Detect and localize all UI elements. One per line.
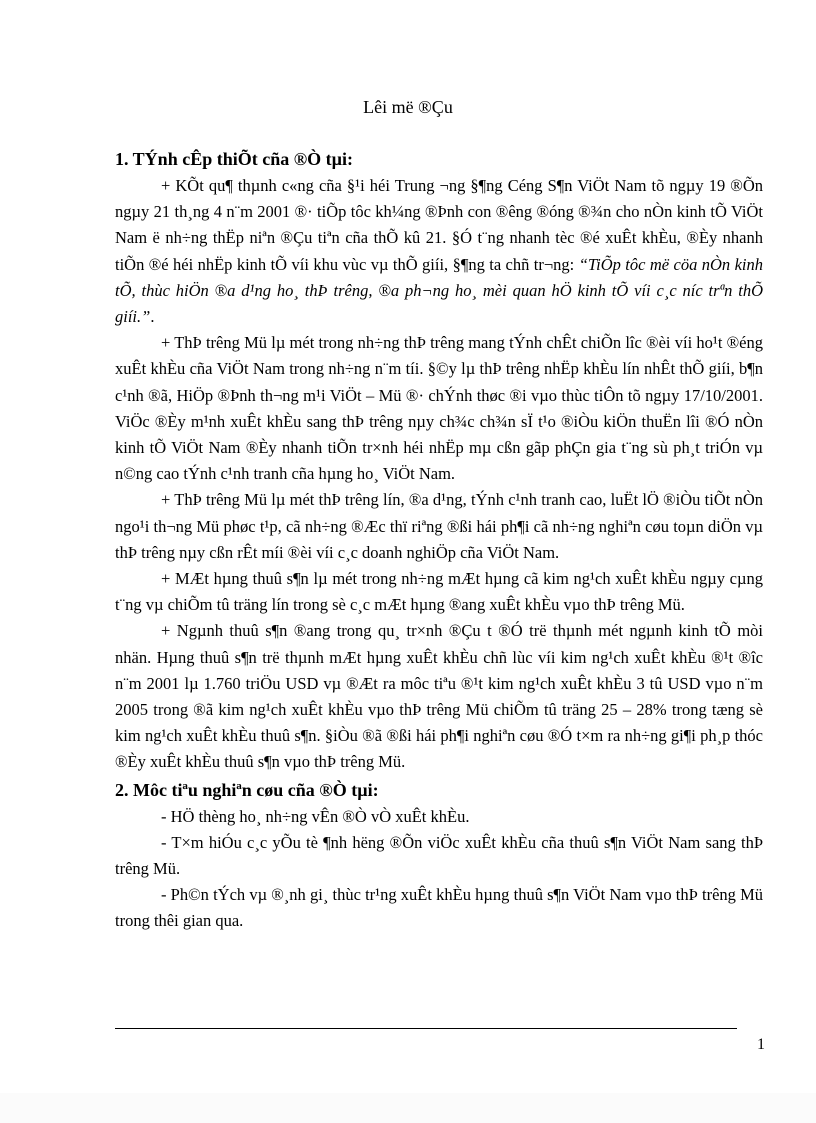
objective-item: - Ph©n tÝch vµ ®¸nh gi¸ thùc tr¹ng xuÊt khÈu hµng thuû s¶n ViÖt Nam vµo thÞ trêng Mü trong thêi gian qua. xyxy=(115,885,763,931)
section-1-heading: 1. TÝnh cÊp thiÕt cña ®Ò tµi: xyxy=(115,149,354,169)
paragraph-1-end: . xyxy=(150,307,155,327)
paragraph-1 xyxy=(115,173,763,330)
paragraph-5: + Ngµnh thuû s¶n ®ang trong qu¸ tr×nh ®Çu t ®Ó trë thµnh mét ngµnh kinh tÕ mòi nhän. Hµng thuû s¶n trë thµnh mÆt hµng xuÊt khÈu chñ lùc víi kim ng¹ch xuÊt khÈu ®¹t ®îc n¨m 2001 lµ 1.760 triÖu USD vµ ®Æt ra môc tiªu ®¹t kim ng¹ch xuÊt khÈu 3 tû USD vµo n¨m 2005 trong ®ã kim ng¹ch xuÊt khÈu vµo thÞ trêng Mü chiÕm tû träng 25 – 28% trong tæng sè kim ng¹ch xuÊt khÈu thuû s¶n. §iÒu ®ã ®ßi hái ph¶i nghiªn cøu ®Ó t×m ra nh÷ng gi¶i ph¸p thóc ®Èy xuÊt khÈu thuû s¶n vµo thÞ trêng Mü. xyxy=(115,621,763,772)
paragraph-4: + MÆt hµng thuû s¶n lµ mét trong nh÷ng mÆt hµng cã kim ng¹ch xuÊt khÈu ngµy cµng t¨ng vµ chiÕm tû träng lín trong sè c¸c mÆt hµng ®ang xuÊt khÈu vµo thÞ trêng Mü. xyxy=(115,569,763,615)
page-title: Lêi më ®Çu xyxy=(363,97,453,117)
section-2-heading: 2. Môc tiªu nghiªn cøu cña ®Ò tµi: xyxy=(115,779,379,800)
paragraph-2: + ThÞ trêng Mü lµ mét trong nh÷ng thÞ trêng mang tÝnh chÊt chiÕn lîc ®èi víi ho¹t ®éng xuÊt khÈu cña ViÖt Nam trong nh÷ng n¨m tíi. §©y lµ thÞ trêng nhËp khÈu lín nhÊt thÕ giíi, b¶n c¹nh ®ã, HiÖp ®Þnh th¬ng m¹i ViÖt – Mü ®· chÝnh thøc ®i vµo thùc tiÔn tõ ngµy 17/10/2001. ViÖc ®Èy m¹nh xuÊt khÈu sang thÞ trêng nµy ch¾c ch¾n sÏ t¹o ®iÒu kiÖn thuËn lîi ®Ó nÒn kinh tÕ ViÖt Nam ®Èy nhanh tiÕn tr×nh héi nhËp mµ cßn gãp phÇn gia t¨ng sù ph¸t triÓn vµ n©ng cao tÝnh c¹nh tranh cña hµng ho¸ ViÖt Nam. xyxy=(115,333,763,484)
footer-rule xyxy=(115,1028,737,1029)
paragraph-1-quote: “TiÕp tôc më cöa nÒn kinh tÕ, thùc hiÖn ®a d¹ng ho¸ thÞ trêng, ®a ph¬ng ho¸ mèi quan hÖ kinh tÕ víi c¸c níc trªn thÕ giíi.” xyxy=(115,254,763,327)
objective-item: - HÖ thèng ho¸ nh÷ng vÊn ®Ò vÒ xuÊt khÈu. xyxy=(161,806,470,826)
paragraph-3: + ThÞ trêng Mü lµ mét thÞ trêng lín, ®a d¹ng, tÝnh c¹nh tranh cao, luËt lÖ ®iÒu tiÕt nÒn ngo¹i th¬ng Mü phøc t¹p, cã nh÷ng ®Æc thï riªng ®ßi hái ph¶i cã nh÷ng nghiªn cøu toµn diÖn vµ thÞ trêng nµy cßn rÊt míi ®èi víi c¸c doanh nghiÖp cña ViÖt Nam. xyxy=(115,490,763,562)
page-bottom-band xyxy=(0,1093,816,1123)
page-number: 1 xyxy=(757,1036,765,1053)
document-body xyxy=(115,145,763,935)
paragraph-1-text: + KÕt qu¶ thµnh c«ng cña §¹i héi Trung ¬ng §¶ng Céng S¶n ViÖt Nam tõ ngµy 19 ®Õn ngµy 21 th¸ng 4 n¨m 2001 ®· tiÕp tôc kh¼ng ®Þnh con ®êng ®óng ®¾n cho nÒn kinh tÕ ViÖt Nam ë nh÷ng thËp niªn ®Çu tiªn cña thÕ kû 21. §Ó t¨ng nhanh tèc ®é xuÊt khÈu, ®Èy nhanh tiÕn ®é héi nhËp kinh tÕ víi khu vùc vµ thÕ giíi, §¶ng ta chñ tr¬ng: xyxy=(115,176,763,274)
objective-item: - T×m hiÓu c¸c yÕu tè ¶nh hëng ®Õn viÖc xuÊt khÈu cña thuû s¶n ViÖt Nam sang thÞ trêng Mü. xyxy=(115,832,763,879)
